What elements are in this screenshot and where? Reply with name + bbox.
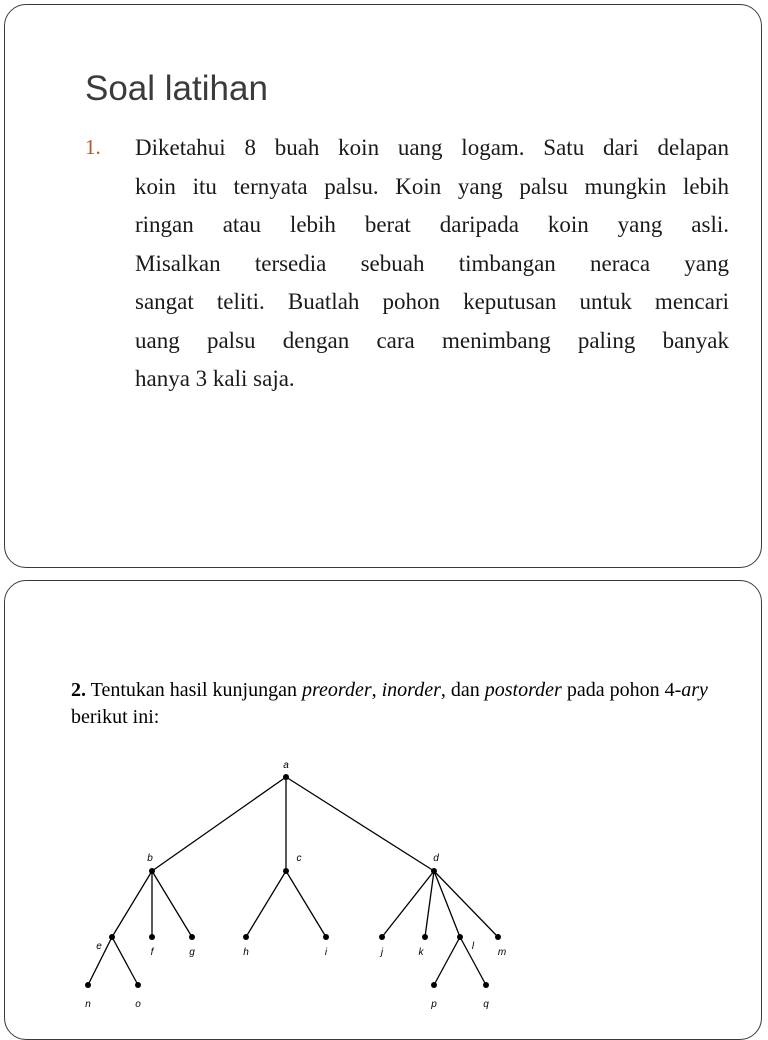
- question-number: 2.: [71, 679, 86, 701]
- tree-node-label-d: d: [433, 853, 439, 864]
- tree-node-h: [243, 934, 249, 940]
- tree-node-label-o: o: [135, 999, 141, 1010]
- tree-node-q: [483, 982, 489, 988]
- term-preorder: preorder: [301, 679, 372, 701]
- tree-edge-e-o: [112, 937, 138, 985]
- tree-node-j: [379, 934, 385, 940]
- tree-node-label-f: f: [150, 947, 154, 958]
- tree-edge-d-m: [434, 871, 498, 937]
- tree-node-o: [135, 982, 141, 988]
- term-postorder: postorder: [484, 679, 562, 701]
- question-line: hanya 3 kali saja.: [135, 366, 295, 391]
- slide-title: Soal latihan: [85, 69, 268, 108]
- tree-edge-c-i: [286, 871, 326, 937]
- tree-node-c: [283, 868, 289, 874]
- tree-node-g: [189, 934, 195, 940]
- tree-node-label-j: j: [380, 947, 384, 958]
- tree-node-label-h: h: [243, 947, 249, 958]
- tree-edge-b-g: [152, 871, 192, 937]
- text-segment: Tentukan hasil kunjungan: [86, 679, 302, 701]
- tree-edge-l-p: [434, 937, 460, 985]
- tree-edge-c-h: [246, 871, 286, 937]
- tree-node-label-q: q: [483, 999, 489, 1010]
- tree-node-i: [323, 934, 329, 940]
- text-segment: ,: [371, 679, 382, 701]
- tree-node-label-l: l: [471, 941, 475, 952]
- text-segment: , dan: [440, 679, 485, 701]
- tree-node-label-i: i: [324, 947, 328, 958]
- tree-edge-d-l: [434, 871, 460, 937]
- tree-node-k: [422, 934, 428, 940]
- text-segment: berikut ini:: [71, 706, 160, 728]
- term-ary: ary: [681, 679, 708, 701]
- tree-node-p: [431, 982, 437, 988]
- term-inorder: inorder: [381, 679, 441, 701]
- tree-node-label-a: a: [283, 760, 289, 771]
- tree-node-f: [149, 934, 155, 940]
- tree-node-l: [457, 934, 463, 940]
- tree-node-n: [85, 982, 91, 988]
- question-line: Diketahui 8 buah koin uang logam. Satu dari delapan: [135, 135, 729, 160]
- question-line: koin itu ternyata palsu. Koin yang palsu mungkin lebih: [135, 173, 729, 199]
- tree-node-m: [495, 934, 501, 940]
- tree-node-d: [431, 868, 437, 874]
- text-segment: pada pohon 4-: [561, 679, 682, 701]
- question-line: ringan atau lebih berat daripada koin yang asli.: [135, 212, 729, 237]
- tree-node-label-b: b: [147, 853, 153, 864]
- question-line: Misalkan tersedia sebuah timbangan neraca yang: [135, 250, 729, 276]
- question-line: sangat teliti. Buatlah pohon keputusan untuk mencari: [135, 289, 729, 314]
- tree-node-label-e: e: [96, 941, 102, 952]
- tree-node-label-p: p: [431, 999, 437, 1010]
- tree-node-b: [149, 868, 155, 874]
- question-line: uang palsu dengan cara menimbang paling banyak: [135, 327, 729, 353]
- tree-node-label-m: m: [497, 947, 507, 958]
- tree-node-label-c: c: [296, 853, 302, 864]
- tree-edge-a-b: [152, 777, 286, 871]
- tree-node-label-n: n: [85, 999, 91, 1010]
- tree-edge-b-e: [112, 871, 152, 937]
- tree-node-label-k: k: [418, 947, 424, 958]
- tree-node-label-g: g: [189, 947, 195, 958]
- tree-node-e: [109, 934, 115, 940]
- tree-edge-a-d: [286, 777, 434, 871]
- tree-node-a: [283, 774, 289, 780]
- question-number: 1.: [85, 135, 101, 159]
